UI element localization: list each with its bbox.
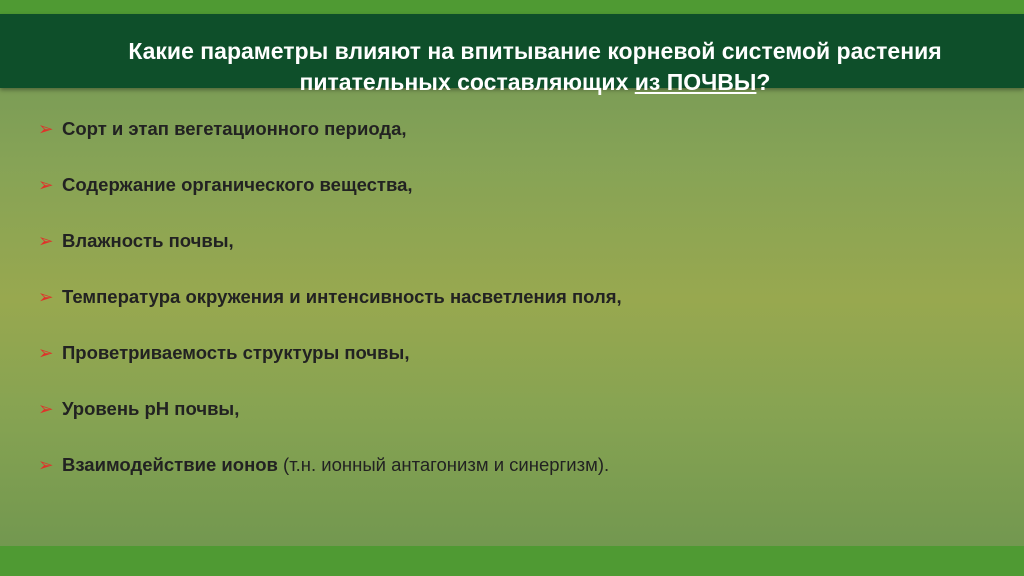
- arrow-bullet-icon: ➢: [38, 454, 54, 475]
- list-item-bold-text: Содержание органического вещества,: [62, 174, 413, 195]
- arrow-bullet-icon: ➢: [38, 230, 54, 251]
- list-item-bold-text: Сорт и этап вегетационного периода,: [62, 118, 407, 139]
- list-item: [38, 285, 998, 341]
- title-underlined-text: из ПОЧВЫ: [634, 69, 757, 95]
- title-line-2: [70, 67, 1000, 98]
- list-item: [38, 173, 998, 229]
- list-item: [38, 341, 998, 397]
- arrow-bullet-icon: ➢: [38, 286, 54, 307]
- bullet-list: [38, 117, 998, 509]
- title-line-1: Какие параметры влияют на впитывание корневой системой растения: [128, 38, 942, 64]
- title-question-mark: ?: [756, 69, 771, 95]
- arrow-bullet-icon: ➢: [38, 342, 54, 363]
- arrow-bullet-icon: ➢: [38, 174, 54, 195]
- list-item: [38, 397, 998, 453]
- list-item: [38, 229, 998, 285]
- title-line-2-text: питательных составляющих: [299, 69, 635, 95]
- arrow-bullet-icon: ➢: [38, 398, 54, 419]
- list-item-bold-text: Температура окружения и интенсивность насветления поля,: [62, 286, 622, 307]
- bottom-accent-strip: [0, 546, 1024, 576]
- list-item-bold-text: Уровень рН почвы,: [62, 398, 240, 419]
- title-bar: [0, 14, 1024, 95]
- list-item-bold-text: Взаимодействие ионов: [62, 454, 278, 475]
- slide-title: [70, 36, 1000, 98]
- list-item: [38, 117, 998, 173]
- top-accent-strip: [0, 0, 1024, 14]
- list-item-bold-text: Влажность почвы,: [62, 230, 234, 251]
- list-item-plain-text: (т.н. ионный антагонизм и синергизм).: [277, 454, 610, 475]
- list-item: [38, 453, 998, 509]
- list-item-bold-text: Проветриваемость структуры почвы,: [62, 342, 410, 363]
- arrow-bullet-icon: ➢: [38, 118, 54, 139]
